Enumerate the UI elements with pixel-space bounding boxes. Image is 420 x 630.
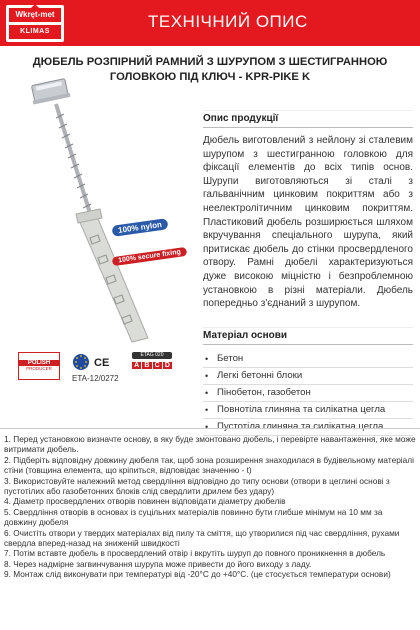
product-title-line1: ДЮБЕЛЬ РОЗПІРНИЙ РАМНИЙ З ШУРУПОМ З ШЕСТИГРАННОЮ [32, 56, 388, 68]
abcd-letter: C [153, 362, 162, 369]
abcd-letter: A [132, 362, 141, 369]
note-item: 6. Очистіть отвори у твердих матеріалах від пилу та сміття, що утворилися під час свердління, рухами свердла вперед-назад на зниженій швидкості [4, 527, 400, 549]
list-item [203, 385, 413, 402]
material-label: Бетон [217, 353, 244, 364]
bullet-icon: • [205, 371, 209, 381]
description-section [203, 110, 413, 311]
eu-ce-mark-icon [72, 352, 112, 372]
note-item: 1. Перед установкою визначте основу, в яку буде змонтовано дюбель, і перевірте навантаження, яке може витримати дюбель. [4, 434, 416, 455]
note-item: 9. Монтаж слід виконувати при температурі від -20°C до +40°C. (це стосується температури основи) [4, 569, 391, 580]
abcd-letters [132, 362, 172, 369]
material-label: Легкі бетонні блоки [217, 370, 303, 381]
etag-abcd-badge [132, 352, 172, 378]
note-item: 2. Підберіть відповідну довжину дюбеля так, щоб зона розширення знаходилася в будівельному матеріалі стіни (товщина елемента, що кріпиться, відповідає значенню - t) [4, 454, 414, 476]
product-title-line2: ГОЛОВКОЮ ПІД КЛЮЧ - KPR-PIKE K [109, 71, 311, 83]
material-label: Пінобетон, газобетон [217, 387, 311, 398]
description-text: Дюбель виготовлений з нейлону зі сталевим шурупом з шестигранною головкою для фіксації елементів до всіх типів основ. Шурупи виготовляються зі сталі з гальванічним цинковим покриттям або з неелектролітичним цинковим покриттям. Пластиковий дюбель розширюється шляхом вкручування спеціального шурупа, який притискає дюбель до стінки просвердленого отвору. Рамні дюбелі характеризуються дуже високою міцністю і безпроблемною установкою в різні матеріали. Дюбель попередньо з'єднаний з шурупом. [203, 135, 413, 310]
divider [0, 428, 420, 429]
bullet-icon: • [205, 405, 209, 415]
hex-head [29, 78, 70, 104]
page-title: ТЕХНІЧНИЙ ОПИС [148, 12, 308, 31]
note-item: 7. Потім вставте дюбель в просвердлений отвір і вкрутіть шуруп до повного проникнення в дюбель [4, 548, 386, 559]
logo-subbrand: KLIMAS [9, 25, 61, 39]
bullet-icon: • [205, 422, 209, 432]
secure-fixing-badge: 100% secure fixing [112, 247, 188, 266]
materials-list [203, 351, 413, 436]
list-item [203, 402, 413, 419]
abcd-letter: B [142, 362, 151, 369]
nylon-badge: 100% nylon [112, 218, 169, 237]
bullet-icon: • [205, 388, 209, 398]
eta-number: ETA-12/0272 [72, 374, 119, 383]
list-item [203, 368, 413, 385]
materials-heading: Матеріал основи [203, 327, 413, 345]
logo-wordmark: Wkręt-met [9, 8, 61, 22]
product-illustration [20, 78, 180, 348]
producer-label: PRODUCER [26, 366, 52, 371]
svg-text:CE: CE [94, 357, 110, 369]
description-heading: Опис продукції [203, 110, 413, 128]
abcd-letter: D [163, 362, 172, 369]
header-bar [0, 0, 420, 46]
materials-section [203, 327, 413, 436]
screw-shaft [56, 104, 94, 226]
note-item: 5. Свердління отворів в основах із суцільних матеріалів повинно бути глибше мінімум на 10 мм за довжину дюбеля [4, 506, 383, 528]
list-item [203, 351, 413, 368]
etag-label: ETAG 020 [132, 352, 172, 359]
polish-label: POLISH [19, 360, 59, 366]
note-item: 4. Діаметр просвердлених отворів повинен відповідати діаметру дюбелів [4, 496, 286, 507]
installation-notes [4, 434, 416, 580]
bullet-icon: • [205, 354, 209, 364]
material-label: Повнотіла глиняна та силікатна цегла [217, 404, 386, 415]
material-label: Пустотіла глиняна та силікатна цегла [217, 421, 384, 432]
note-item: 8. Через надмірне загвинчування шурупа може привести до його виходу з ладу. [4, 558, 312, 569]
polish-producer-badge [18, 352, 60, 380]
brand-logo[interactable] [6, 5, 64, 42]
note-item: 3. Використовуйте належний метод свердління відповідно до типу основи (отвори в цеглині основі з пустотілих або газобетонних блоків слід свердлити дрилем без удару) [4, 475, 390, 497]
